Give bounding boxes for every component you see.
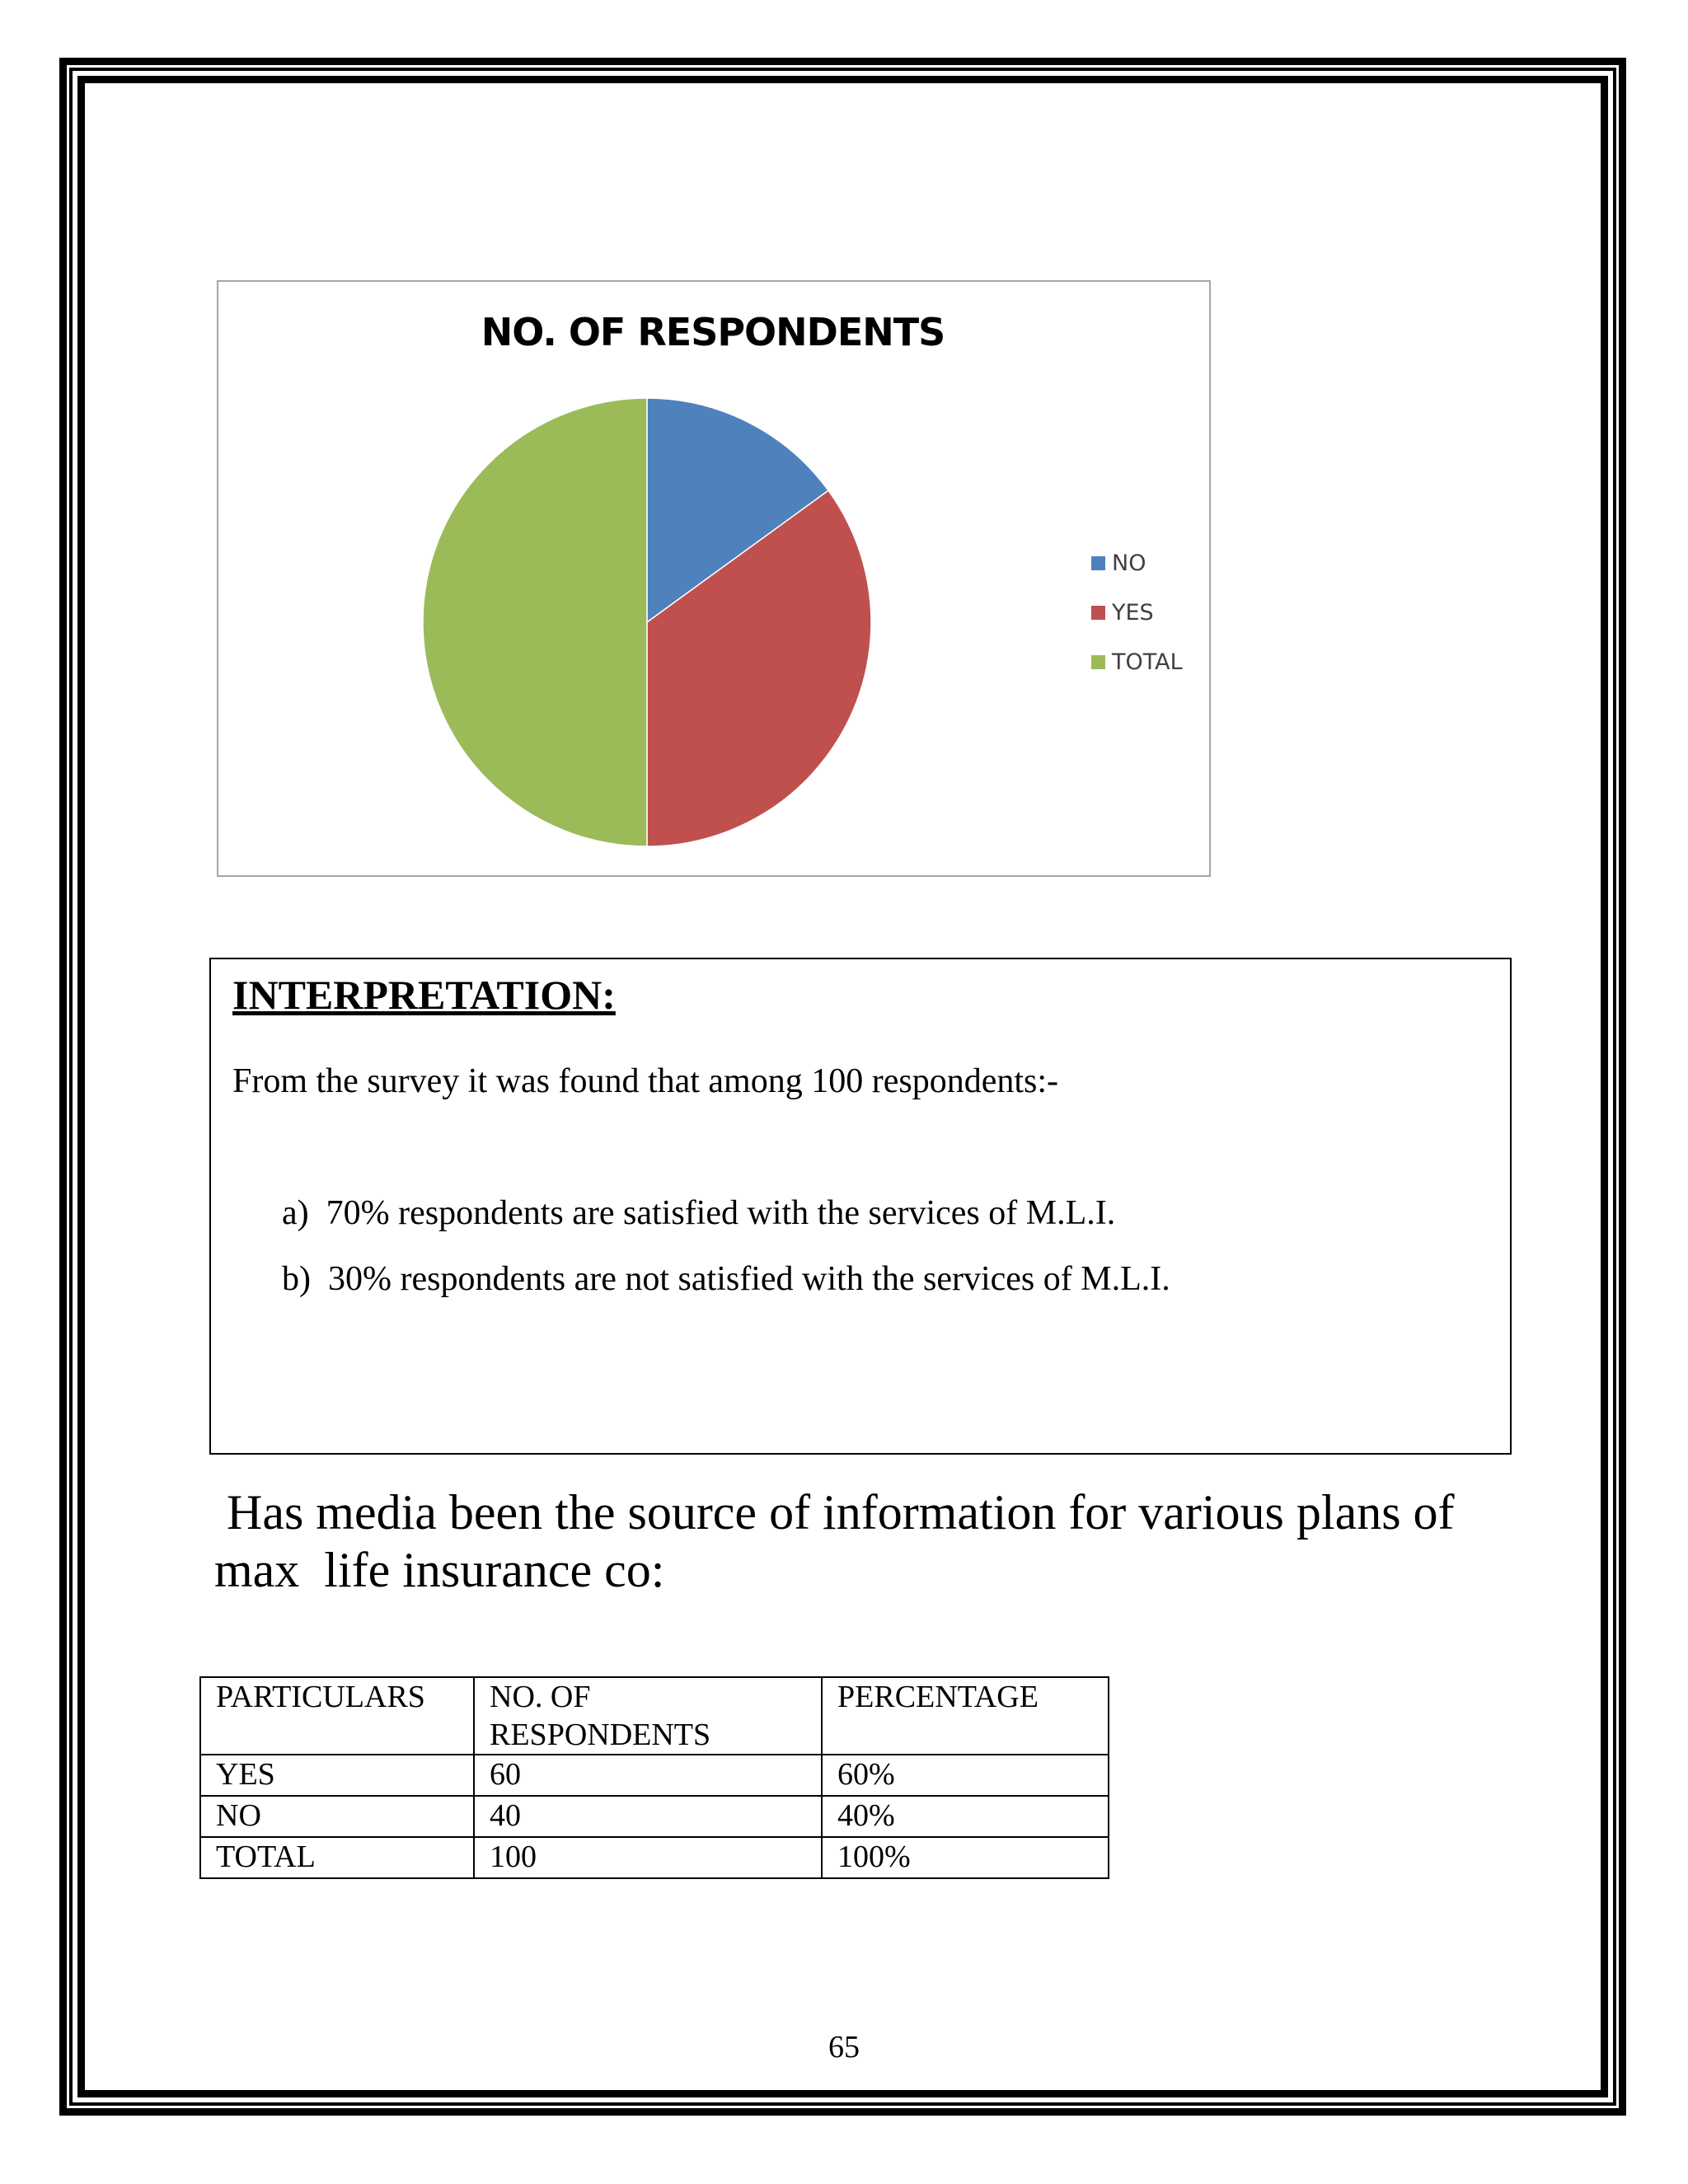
table-header-cell: NO. OF RESPONDENTS: [474, 1677, 822, 1755]
table-row: [200, 1755, 1109, 1796]
table-row: [200, 1796, 1109, 1837]
legend-label: TOTAL: [1112, 649, 1183, 675]
table-header-cell: PARTICULARS: [200, 1677, 474, 1755]
pie-chart-plot: [218, 282, 1209, 875]
table-cell: 100%: [822, 1837, 1109, 1878]
chart-title: NO. OF RESPONDENTS: [481, 310, 945, 354]
legend-item-total: [1091, 649, 1183, 675]
pie-slice-total: [423, 398, 647, 846]
list-marker: b): [282, 1260, 311, 1298]
table-cell: NO: [200, 1796, 474, 1837]
interpretation-intro: From the survey it was found that among 100 respondents:-: [232, 1062, 1059, 1100]
interpretation-item-text: 70% respondents are satisfied with the services of M.L.I.: [326, 1194, 1116, 1232]
table-header-cell: PERCENTAGE: [822, 1677, 1109, 1755]
respondents-table: [199, 1676, 1109, 1879]
table-cell: YES: [200, 1755, 474, 1796]
legend-item-yes: [1091, 600, 1154, 626]
interpretation-item-text: 30% respondents are not satisfied with the services of M.L.I.: [328, 1260, 1170, 1298]
table-cell: 40%: [822, 1796, 1109, 1837]
page-number: 65: [828, 2030, 860, 2064]
interpretation-heading: INTERPRETATION:: [232, 972, 616, 1018]
legend-label: NO: [1112, 551, 1146, 576]
table-row: [200, 1837, 1109, 1878]
table-cell: 40: [474, 1796, 822, 1837]
interpretation-item: [282, 1193, 1115, 1233]
legend-item-no: [1091, 551, 1146, 576]
interpretation-box: [209, 958, 1512, 1455]
legend-swatch: [1091, 556, 1105, 570]
table-cell: TOTAL: [200, 1837, 474, 1878]
table-cell: 60: [474, 1755, 822, 1796]
list-marker: a): [282, 1194, 309, 1232]
interpretation-item: [282, 1259, 1170, 1299]
pie-chart: [217, 280, 1211, 877]
table-cell: 60%: [822, 1755, 1109, 1796]
survey-question: Has media been the source of information for various plans of max life insurance co:: [214, 1485, 1455, 1597]
table-header-row: [200, 1677, 1109, 1755]
legend-swatch: [1091, 655, 1105, 669]
table-cell: 100: [474, 1837, 822, 1878]
legend-swatch: [1091, 606, 1105, 620]
legend-label: YES: [1112, 600, 1154, 626]
